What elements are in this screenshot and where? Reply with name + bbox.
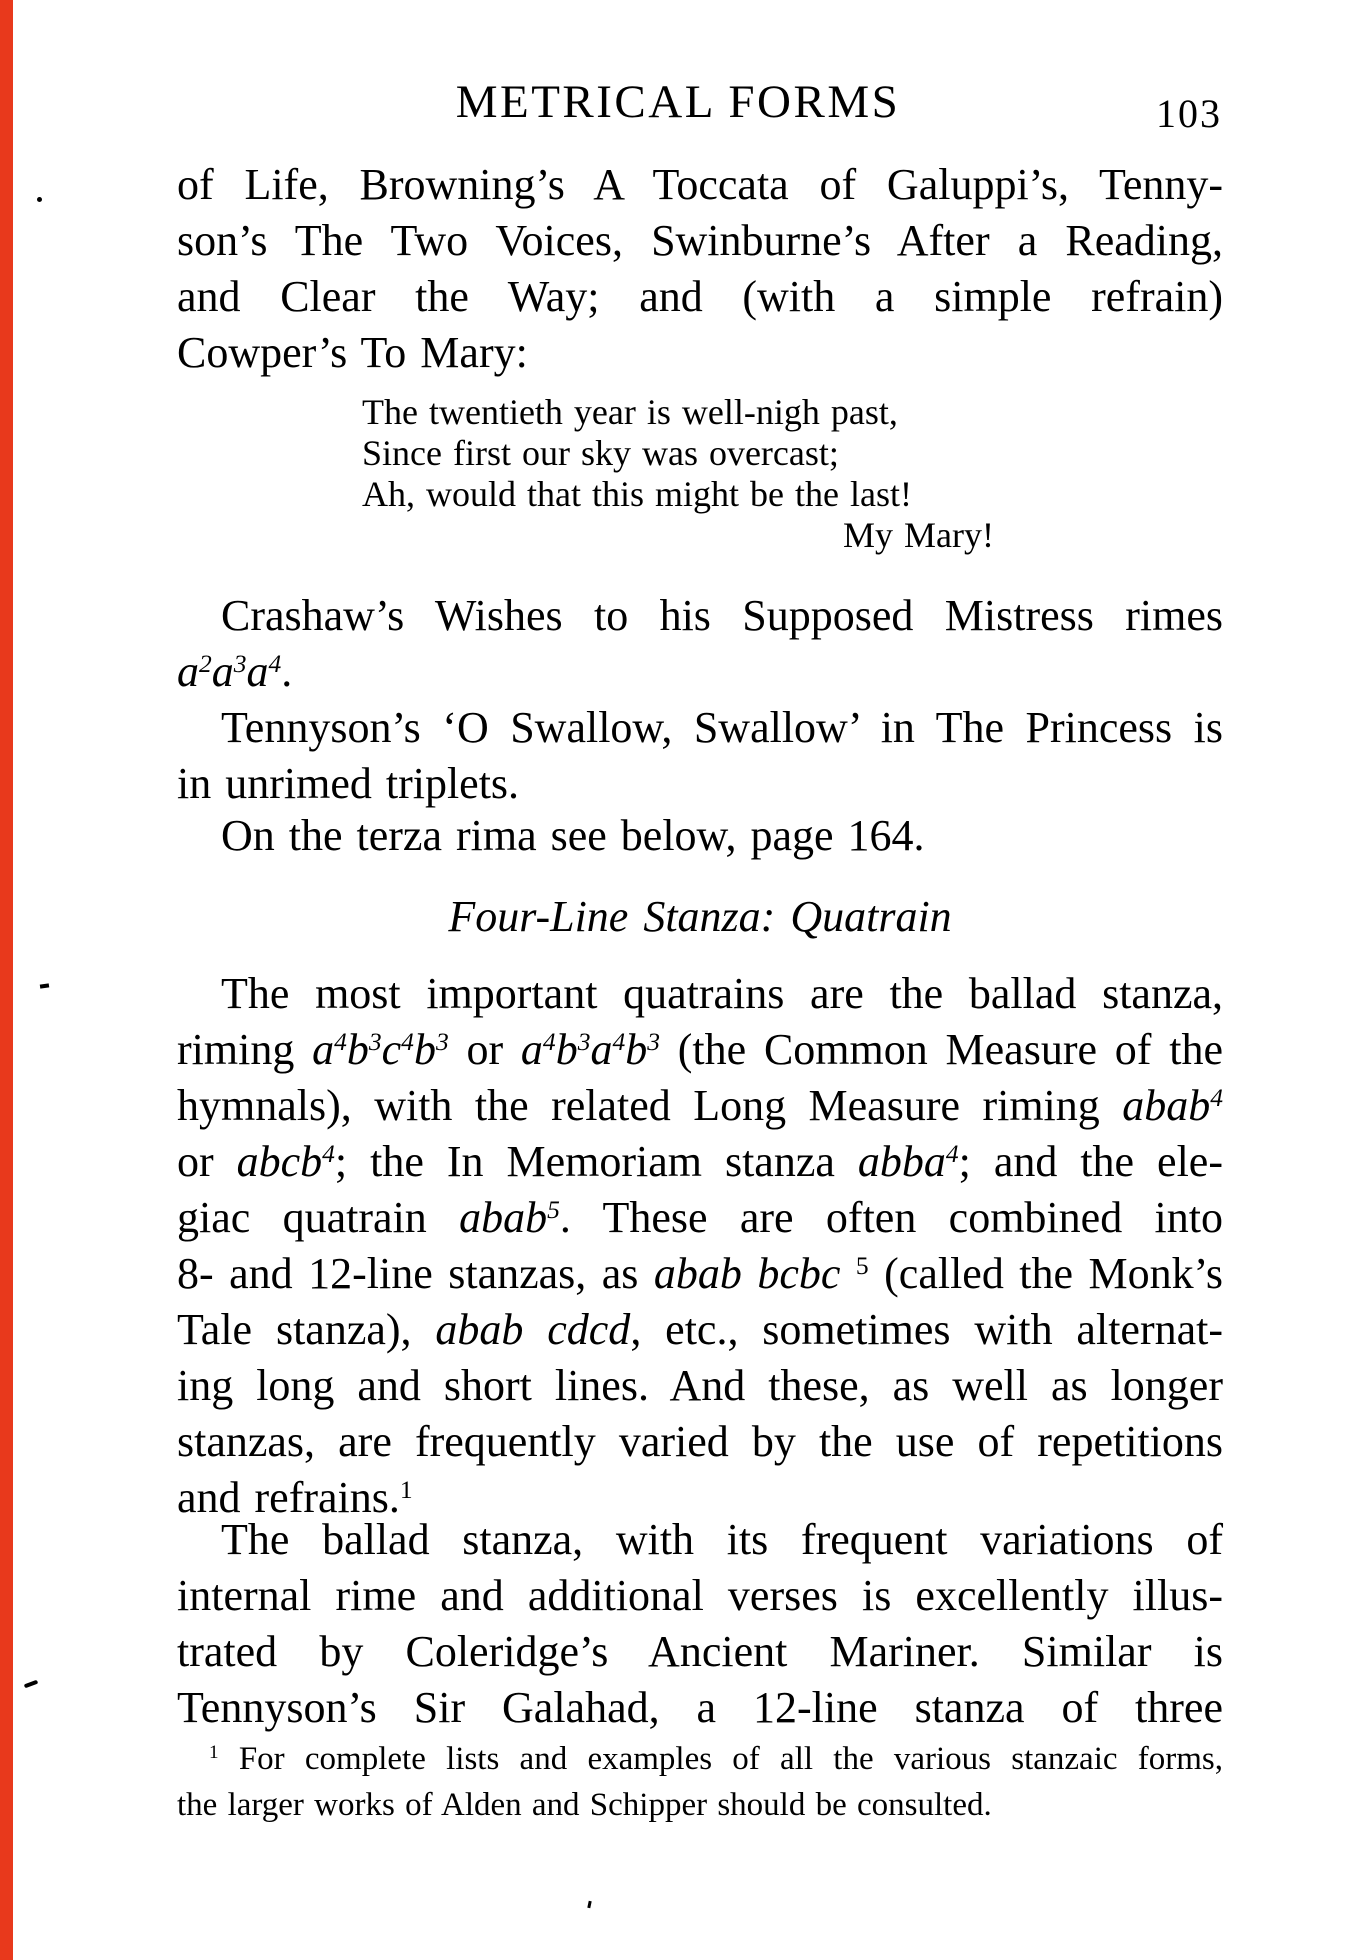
text-line: in unrimed triplets. [177, 759, 520, 808]
text-line: The ballad stanza, with its frequent variations of [221, 1515, 1223, 1564]
text-line: hymnals), with the related Long Measure riming abab$^4$ [177, 1081, 1223, 1130]
text-line: The twentieth year is well-nigh past, [362, 392, 898, 432]
text-line: internal rime and additional verses is excellently illus- [177, 1571, 1223, 1620]
text-line: Ah, would that this might be the last! [362, 474, 912, 514]
text-line: Tennyson’s Sir Galahad, a 12-line stanza of three [177, 1683, 1223, 1732]
text-line: Since first our sky was overcast; [362, 433, 839, 473]
text-line: or abcb$^4$; the In Memoriam stanza abba$^4$; and the ele- [177, 1137, 1223, 1186]
text-line: and refrains.$^1$ [177, 1473, 413, 1522]
text-line: and Clear the Way; and (with a simple refrain) [177, 272, 1223, 321]
text-line: 8- and 12-line stanzas, as abab bcbc $^5$ (called the Monk’s [177, 1249, 1224, 1298]
text-line: $^1$ For complete lists and examples of all the various stanzaic forms, [209, 1741, 1223, 1777]
text-line: son’s The Two Voices, Swinburne’s After a Reading, [177, 216, 1223, 265]
paragraph-ballad [177, 1512, 1223, 1736]
verse-lines [362, 392, 1042, 515]
section-heading: Four-Line Stanza: Quatrain [448, 892, 952, 941]
text-line: ing long and short lines. And these, as well as longer [177, 1361, 1223, 1410]
text-line: Cowper’s To Mary: [177, 328, 528, 377]
paragraph-intro [177, 157, 1223, 381]
footnote [177, 1736, 1223, 1828]
scan-artifact-tick [24, 1680, 39, 1689]
page-number: 103 [1156, 91, 1222, 136]
text-line: the larger works of Alden and Schipper should be consulted. [177, 1787, 992, 1823]
running-title: METRICAL FORMS [455, 76, 901, 128]
text-line: stanzas, are frequently varied by the use of repetitions [177, 1417, 1223, 1466]
text-line: trated by Coleridge’s Ancient Mariner. Similar is [177, 1627, 1223, 1676]
text-line: Crashaw’s Wishes to his Supposed Mistress rimes [221, 591, 1223, 640]
paragraph-crashaw [177, 588, 1223, 700]
text-line: Tennyson’s ‘O Swallow, Swallow’ in The Princess is [221, 703, 1223, 752]
paragraph-tennyson [177, 700, 1223, 812]
paragraph-terza-rima [177, 808, 1223, 864]
text-line: $a^2a^3a^4$. [177, 647, 293, 696]
scan-artifact-dot [37, 197, 42, 202]
scan-edge-strip [0, 0, 13, 1960]
text-line: The most important quatrains are the ballad stanza, [221, 969, 1223, 1018]
text-line: On the terza rima see below, page 164. [221, 811, 925, 860]
text-line: giac quatrain abab$^5$. These are often combined into [177, 1193, 1223, 1242]
text-line: Tale stanza), abab cdcd, etc., sometimes with alternat- [177, 1305, 1224, 1354]
text-line: of Life, Browning’s A Toccata of Galuppi’s, Tenny- [177, 160, 1223, 209]
scan-artifact-dash [40, 983, 49, 988]
verse-attribution: My Mary! [843, 515, 994, 555]
text-line: riming $a^4b^3c^4b^3$ or $a^4b^3a^4b^3$ (the Common Measure of the [177, 1025, 1223, 1074]
verse-quotation [362, 392, 1042, 556]
scan-artifact-speck [587, 1901, 591, 1908]
paragraph-quatrain [177, 966, 1223, 1526]
